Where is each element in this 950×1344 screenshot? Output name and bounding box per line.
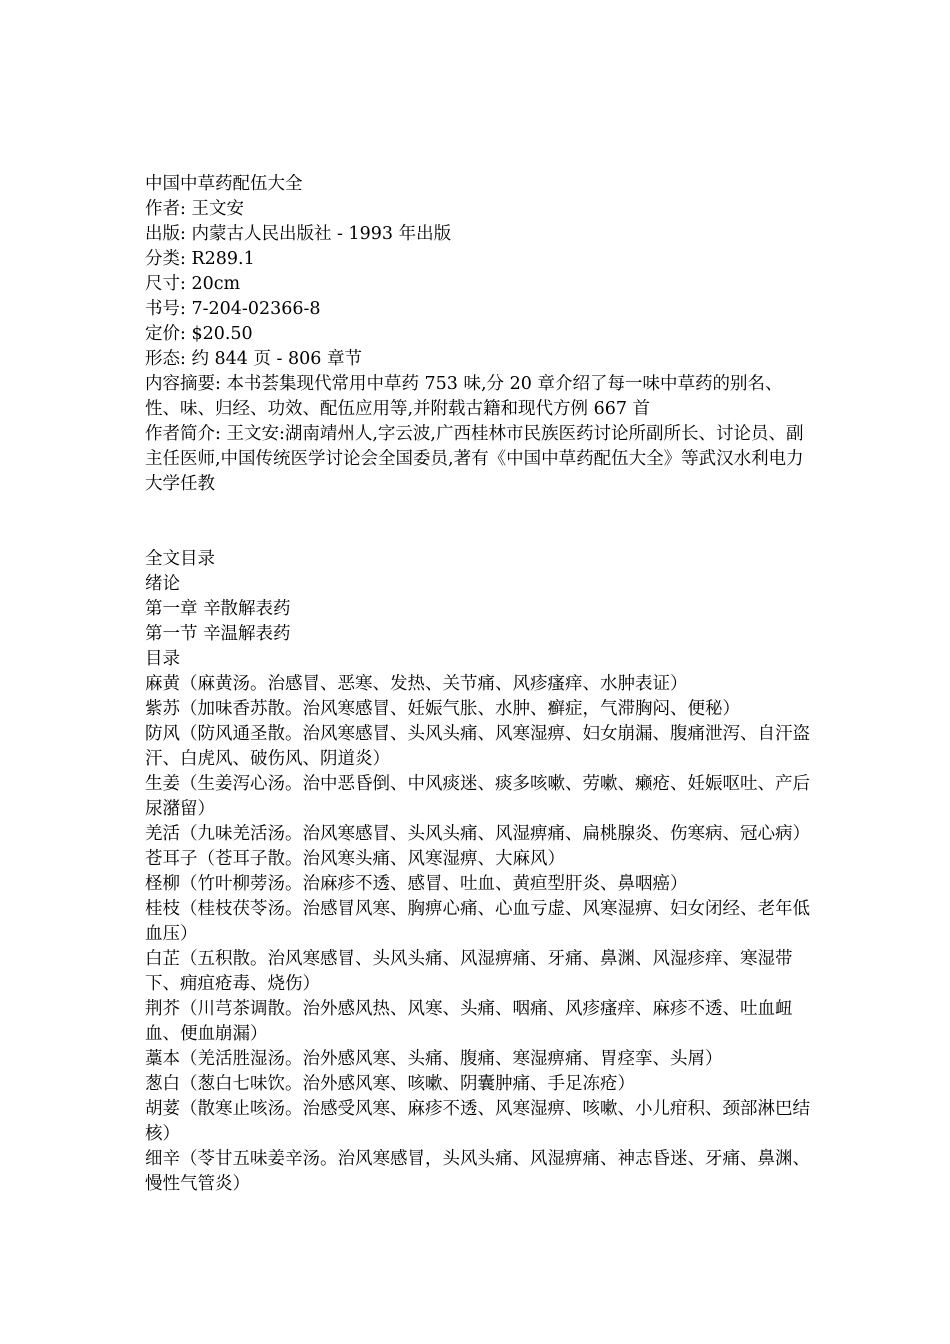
- toc-entry: 葱白（葱白七味饮。治外感风寒、咳嗽、阴囊肿痛、手足冻疮）: [145, 1074, 635, 1094]
- book-classification: 分类: R289.1: [145, 249, 255, 269]
- book-form: 形态: 约 844 页 - 806 章节: [145, 349, 362, 369]
- toc-entry: 防风（防风通圣散。治风寒感冒、头风头痛、风寒湿痹、妇女崩漏、腹痛泄泻、自汗盗汗、白虎风、破伤风、阴道炎）: [145, 724, 810, 769]
- toc-contents-label: 目录: [145, 649, 180, 669]
- book-publisher: 出版: 内蒙古人民出版社 - 1993 年出版: [145, 224, 452, 244]
- toc-entry: 柽柳（竹叶柳蒡汤。治麻疹不透、感冒、吐血、黄疸型肝炎、鼻咽癌）: [145, 874, 688, 894]
- section-spacer: [145, 497, 817, 547]
- toc-intro: 绪论: [145, 574, 180, 594]
- book-isbn: 书号: 7-204-02366-8: [145, 299, 321, 319]
- toc-entry: 麻黄（麻黄汤。治感冒、恶寒、发热、关节痛、风疹瘙痒、水肿表证）: [145, 674, 688, 694]
- toc-entry: 胡荽（散寒止咳汤。治感受风寒、麻疹不透、风寒湿痹、咳嗽、小儿疳积、颈部淋巴结核）: [145, 1099, 810, 1144]
- toc-entry: 苍耳子（苍耳子散。治风寒头痛、风寒湿痹、大麻风）: [145, 849, 565, 869]
- book-size: 尺寸: 20cm: [145, 274, 241, 294]
- toc-chapter: 第一章 辛散解表药: [145, 599, 291, 619]
- toc-entry: 荆芥（川芎茶调散。治外感风热、风寒、头痛、咽痛、风疹瘙痒、麻疹不透、吐血衄血、便血崩漏）: [145, 999, 793, 1044]
- toc-entry: 藁本（羌活胜湿汤。治外感风寒、头痛、腹痛、寒湿痹痛、胃痉挛、头屑）: [145, 1049, 723, 1069]
- book-summary: 内容摘要: 本书荟集现代常用中草药 753 味,分 20 章介绍了每一味中草药的别名、性、味、归经、功效、配伍应用等,并附载古籍和现代方例 667 首: [145, 374, 783, 419]
- book-author-intro: 作者简介: 王文安:湖南靖州人,字云波,广西桂林市民族医药讨论所副所长、讨论员、副主任医师,中国传统医学讨论会全国委员,著有《中国中草药配伍大全》等武汉水利电力大学任教: [145, 424, 804, 494]
- toc-entry: 羌活（九味羌活汤。治风寒感冒、头风头痛、风湿痹痛、扁桃腺炎、伤寒病、冠心病）: [145, 824, 810, 844]
- toc-entry: 桂枝（桂枝茯苓汤。治感冒风寒、胸痹心痛、心血亏虚、风寒湿痹、妇女闭经、老年低血压）: [145, 899, 810, 944]
- toc-section: 第一节 辛温解表药: [145, 624, 291, 644]
- toc-heading: 全文目录: [145, 549, 215, 569]
- document-page: [145, 172, 817, 1197]
- book-title: 中国中草药配伍大全: [145, 174, 303, 194]
- toc-entry: 紫苏（加味香苏散。治风寒感冒、妊娠气胀、水肿、癣症，气滞胸闷、便秘）: [145, 699, 740, 719]
- toc-entry: 细辛（苓甘五味姜辛汤。治风寒感冒，头风头痛、风湿痹痛、神志昏迷、牙痛、鼻渊、慢性气管炎）: [145, 1149, 810, 1194]
- toc-entry: 白芷（五积散。治风寒感冒、头风头痛、风湿痹痛、牙痛、鼻渊、风湿疹痒、寒湿带下、痈疽疮毒、烧伤）: [145, 949, 793, 994]
- book-author: 作者: 王文安: [145, 199, 244, 219]
- toc-entry: 生姜（生姜泻心汤。治中恶昏倒、中风痰迷、痰多咳嗽、劳嗽、癞疮、妊娠呕吐、产后尿潴留）: [145, 774, 810, 819]
- book-price: 定价: $20.50: [145, 324, 253, 344]
